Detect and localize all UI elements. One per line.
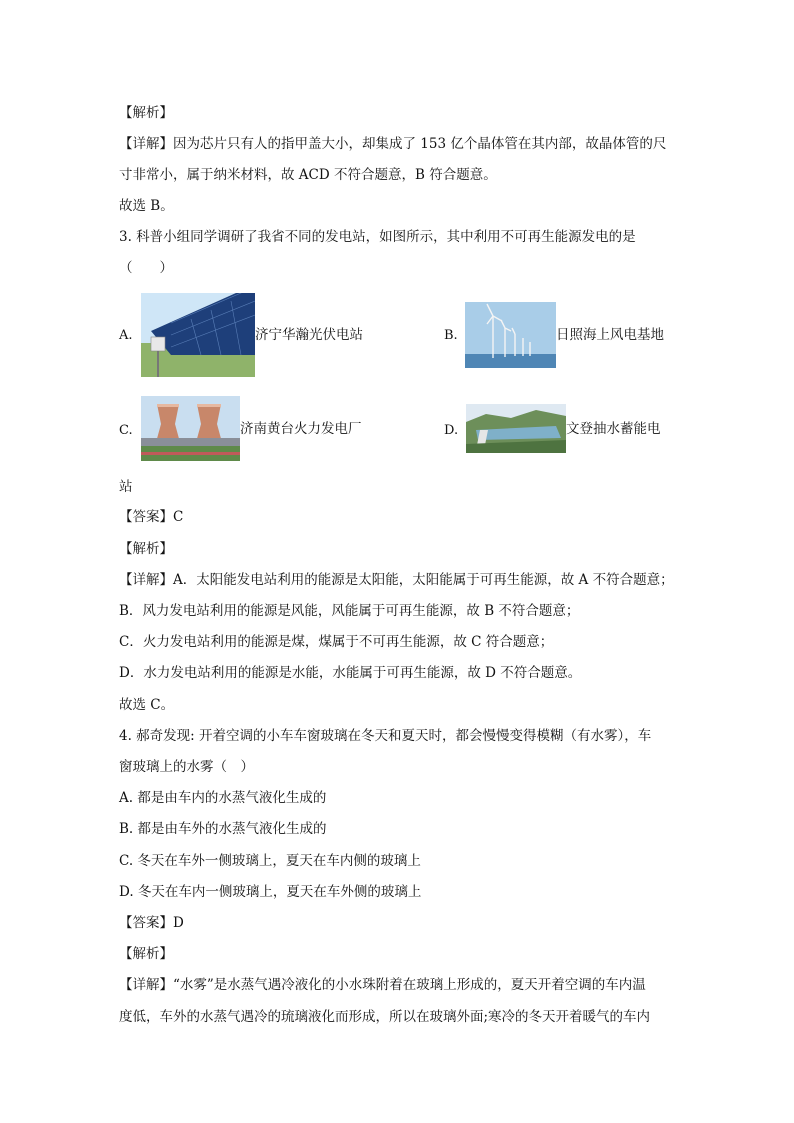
question-stem: 3. 科普小组同学调研了我省不同的发电站，如图所示，其中利用不可再生能源发电的是 [119,229,636,245]
detail-text: 【详解】因为芯片只有人的指甲盖大小，却集成了 153 亿个晶体管在其内部，故晶体管的尺 [119,136,667,152]
conclusion-text: 故选 B。 [119,198,174,214]
analysis-heading: 【解析】 [119,946,173,962]
option-text: B. 都是由车外的水蒸气液化生成的 [119,821,327,837]
analysis-heading: 【解析】 [119,105,173,121]
option-a-label: A. [119,328,133,343]
option-c-label: C. [119,423,133,438]
thermal-plant-photo [141,396,240,461]
detail-text: D．水力发电站利用的能源是水能，水能属于可再生能源，故 D 不符合题意。 [119,665,582,681]
detail-text: 【详解】A．太阳能发电站利用的能源是太阳能，太阳能属于可再生能源，故 A 不符合题意； [119,572,674,588]
answer-text: 【答案】C [119,509,184,525]
answer-text: 【答案】D [119,915,184,931]
detail-text: 【详解】“水雾”是水蒸气遇冷液化的小水珠附着在玻璃上形成的，夏天开着空调的车内温 [119,977,646,993]
solar-panel-photo [141,293,255,377]
detail-text: C．火力发电站利用的能源是煤，煤属于不可再生能源，故 C 符合题意； [119,634,554,650]
option-b-label: B. [444,328,458,343]
question-stem: 窗玻璃上的水雾（ ） [119,759,254,775]
detail-text: 寸非常小，属于纳米材料，故 ACD 不符合题意，B 符合题意。 [119,167,497,183]
option-d-text: 文登抽水蓄能电 [566,421,661,437]
detail-text: B．风力发电站利用的能源是风能，风能属于可再生能源，故 B 不符合题意； [119,603,580,619]
option-text: D. 冬天在车内一侧玻璃上，夏天在车外侧的玻璃上 [119,884,422,900]
option-text: C. 冬天在车外一侧玻璃上，夏天在车内侧的玻璃上 [119,853,421,869]
detail-text: 度低，车外的水蒸气遇冷的琉璃液化而形成，所以在玻璃外面;寒冷的冬天开着暖气的车内 [119,1009,651,1025]
offshore-wind-photo [465,302,556,368]
option-text: A. 都是由车内的水蒸气液化生成的 [119,790,327,806]
pumped-storage-photo [466,404,566,453]
question-stem: （ ） [119,260,173,276]
option-a-text: 济宁华瀚光伏电站 [255,327,363,343]
option-d-text-continued: 站 [119,479,133,495]
conclusion-text: 故选 C。 [119,697,175,713]
option-c-text: 济南黄台火力发电厂 [240,421,362,437]
option-b-text: 日照海上风电基地 [556,327,664,343]
question-stem: 4. 郝奇发现: 开着空调的小车车窗玻璃在冬天和夏天时，都会慢慢变得模糊（有水雾），车 [119,728,652,744]
option-d-label: D. [444,423,459,438]
analysis-heading: 【解析】 [119,541,173,557]
